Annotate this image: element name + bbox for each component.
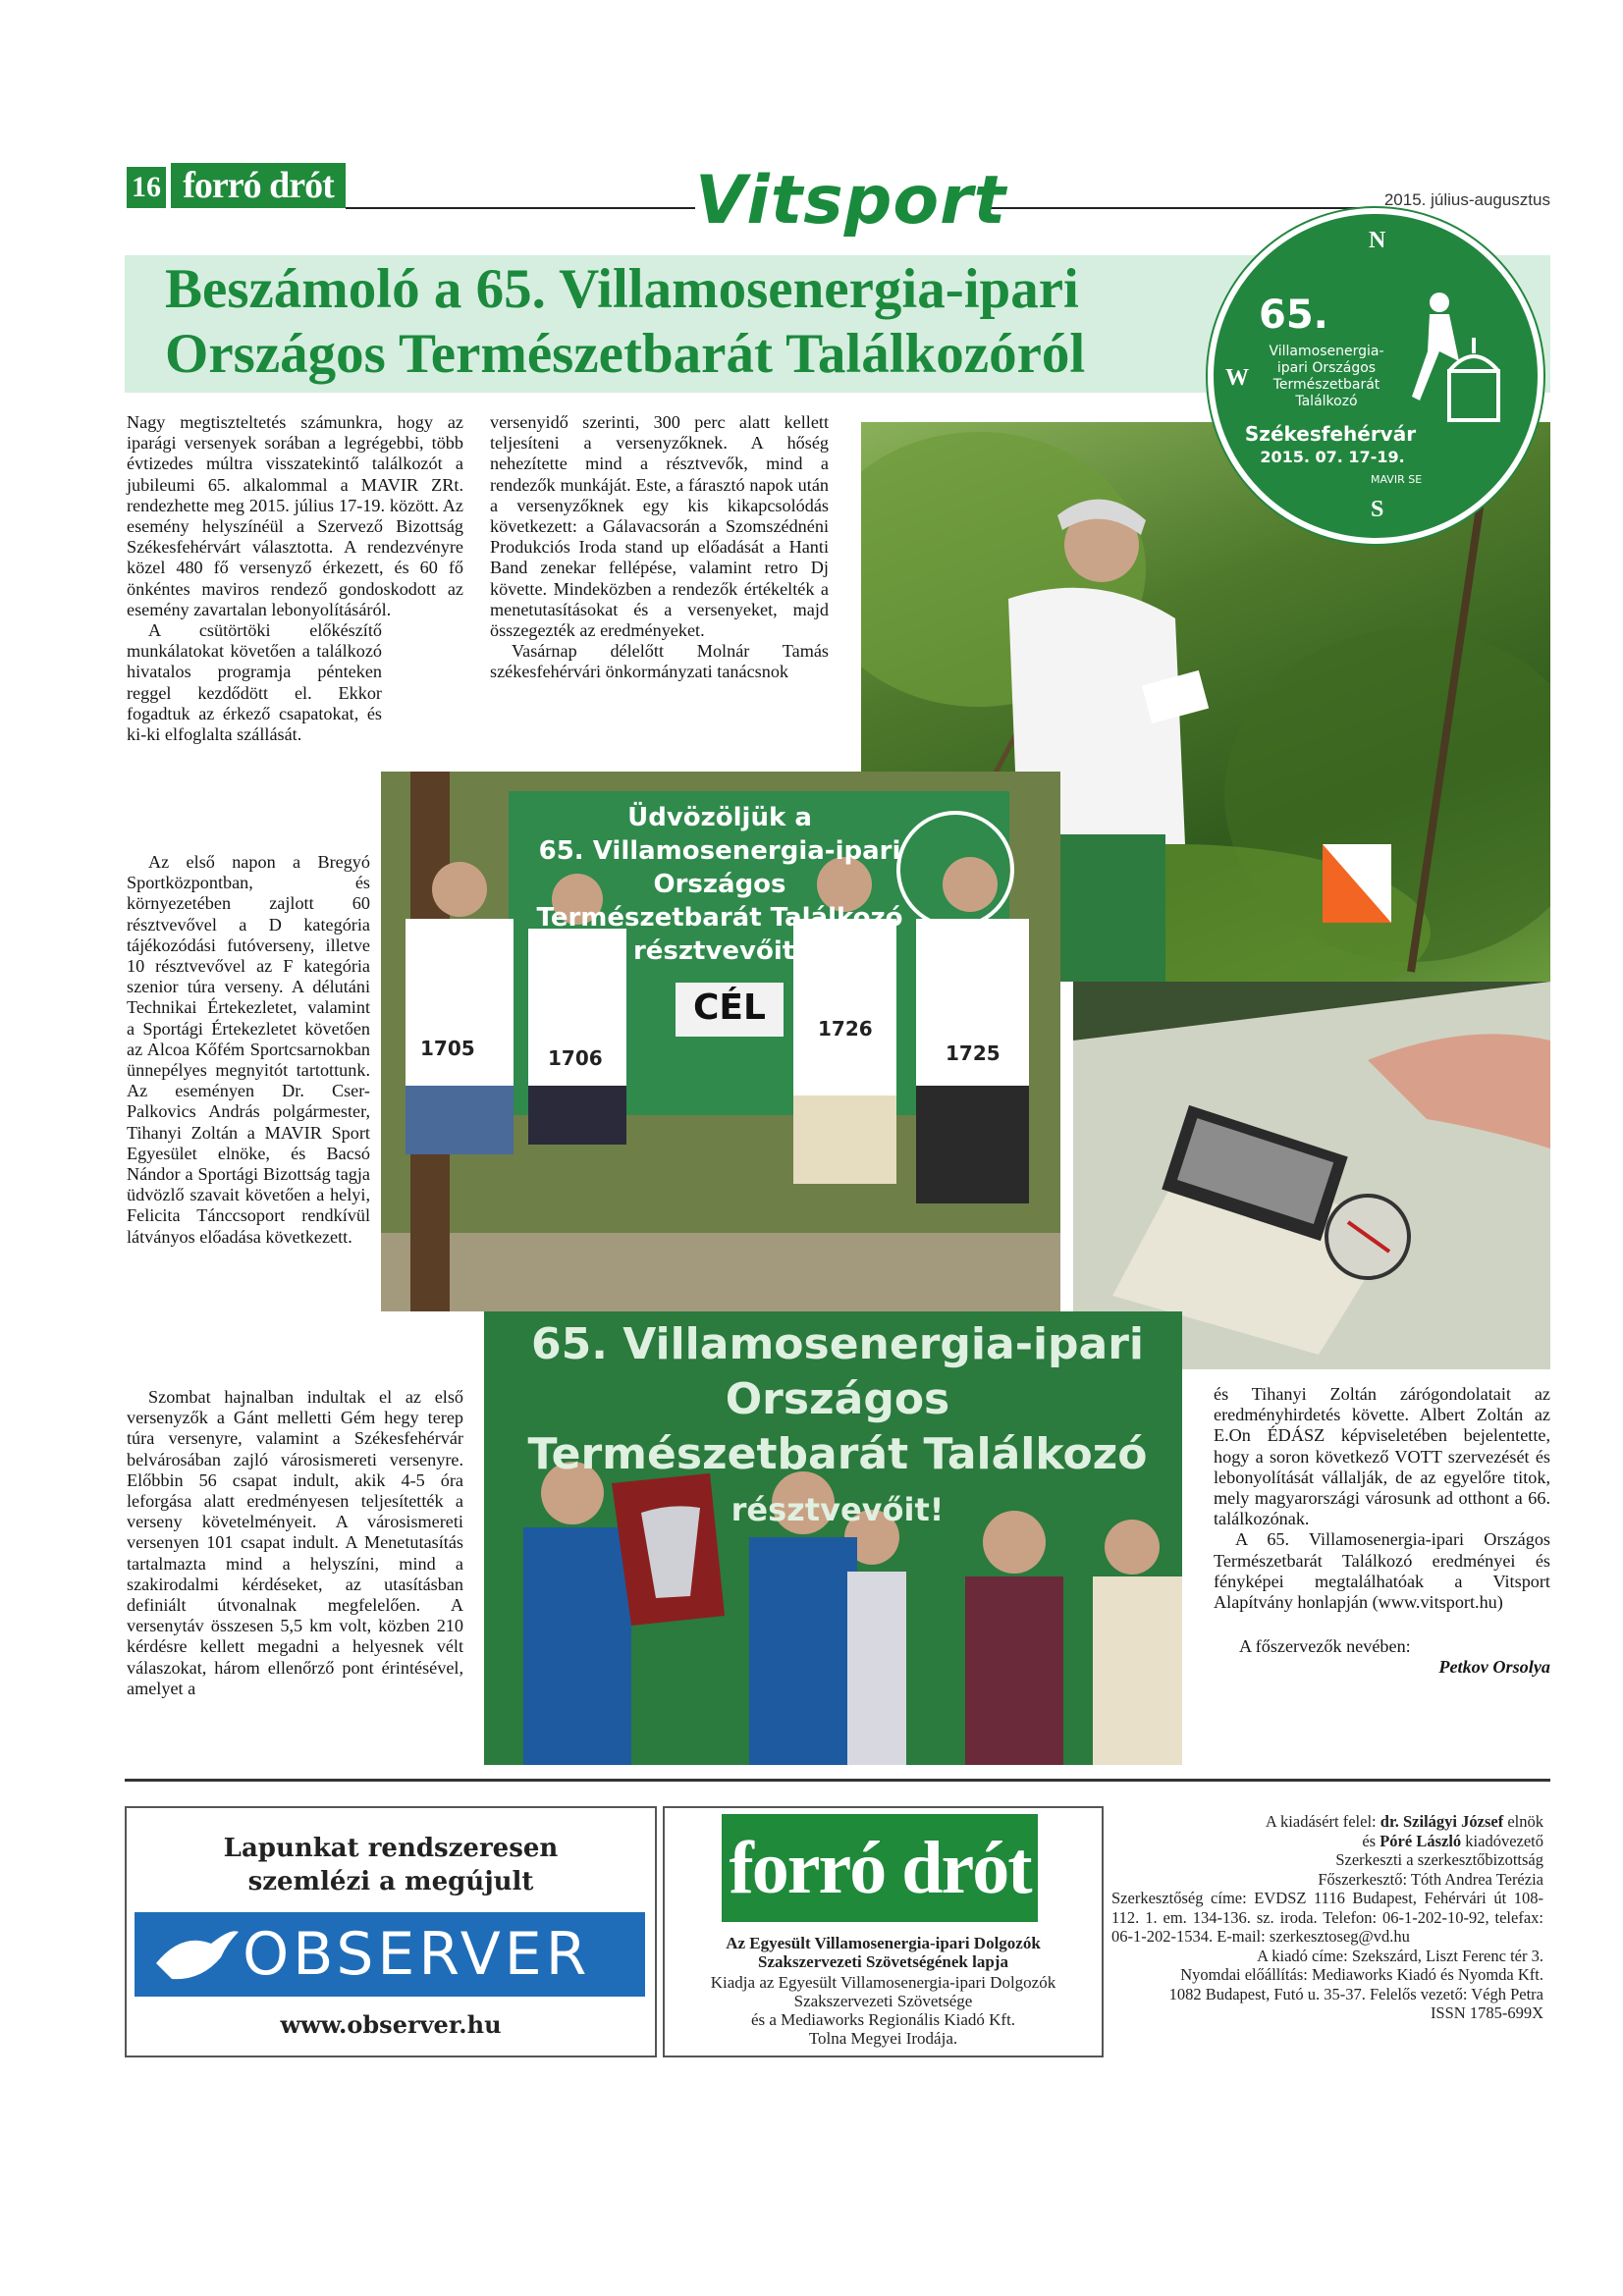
imprint-line6: A kiadó címe: Szekszárd, Liszt Ferenc tér 3. bbox=[1257, 1946, 1543, 1965]
col1-paragraph-2: A csütörtöki előkészítő munkálatokat követően a találkozó hivatalos programja pénteken reggel kezdődött el. Ekkor fogadtuk az érkező csapatokat, és ki-ki elfoglalta szállását. bbox=[127, 620, 382, 745]
col1-paragraph-4: Szombat hajnalban indultak el az első versenyzők a Gánt melletti Gém hegy terep túra versenyre, valamint a Székesfehérvár belvárosában zajló városismereti versenyre. Előbbin 56 csapat indult, akik 4-5 óra leforgása alatt eredményesen teljesítették a verseny követelményeit. A városismereti versenyen 101 csapat indult. A Menetutasítás tartalmazta mind a helyszíni, mind a szakirodalmi kérdéseket, az utasításban definiált útvonalnak megfelelően. A versenytáv összesen 5,5 km volt, közben 210 kérdésre kellett megadni a helyesnek vélt válaszokat, három ellenőrző pont érintésével, amelyet a bbox=[127, 1387, 463, 1698]
imprint-line2 bbox=[1111, 1832, 1543, 1851]
article-column-2 bbox=[490, 412, 829, 683]
photo-top-banner-line3: Országos bbox=[653, 870, 786, 899]
observer-ad bbox=[125, 1806, 657, 2057]
photo-top-banner-line1: Üdvözöljük a bbox=[627, 803, 812, 832]
photo-bottom-banner bbox=[523, 1317, 1152, 1537]
observer-ad-text bbox=[127, 1832, 655, 1898]
badge-dates: 2015. 07. 17-19. bbox=[1260, 448, 1405, 466]
footer-subtitle bbox=[665, 1934, 1102, 1971]
badge-org: MAVIR SE bbox=[1371, 473, 1423, 486]
imprint bbox=[1111, 1812, 1543, 2023]
col1-paragraph-1: Nagy megtiszteltetés számunkra, hogy az iparági versenyek sorában a legrégebbi, több évtizedes múltra visszatekintő találkozót a jubileumi 65. alkalommal a MAVIR ZRt. rendezhette meg 2015. július 17-19. között. Az esemény helyszínéül a Szervező Bizottság Székesfehérvárt választotta. A rendezvényre közel 480 fő versenyző érkezett, és 60 fő önkéntes maviros rendező gondoskodott az esemény zavartalan lebonyolításáról. bbox=[127, 412, 463, 619]
signoff: A főszervezők nevében: bbox=[1239, 1636, 1411, 1657]
imprint-manager-name: Póré László bbox=[1380, 1831, 1462, 1850]
finish-sign: CÉL bbox=[693, 988, 766, 1028]
badge-text-line4: Találkozó bbox=[1295, 394, 1358, 409]
badge-text-line2: ipari Országos bbox=[1276, 360, 1377, 376]
article-column-3 bbox=[1214, 1384, 1550, 1679]
imprint-manager-role: kiadóvezető bbox=[1461, 1831, 1543, 1850]
footer-publisher-line2: Szakszervezeti Szövetsége bbox=[793, 1992, 973, 2010]
hiker-cathedral-icon bbox=[1380, 283, 1508, 430]
photo-top-banner-line2: 65. Villamosenergia-ipari bbox=[538, 836, 901, 866]
photo-top-banner-line5: résztvevőit! bbox=[632, 936, 807, 966]
badge-text-line3: Természetbarát bbox=[1272, 377, 1380, 393]
imprint-publisher-label: A kiadásért felel: bbox=[1265, 1812, 1380, 1831]
footer-publisher-line4: Tolna Megyei Irodája. bbox=[808, 2029, 958, 2048]
bib-2: 1706 bbox=[548, 1046, 603, 1070]
observer-url: www.observer.hu bbox=[280, 2010, 502, 2039]
observer-logo-band bbox=[135, 1912, 645, 1997]
badge-number: 65. bbox=[1259, 293, 1328, 338]
col1-paragraph-3: Az első napon a Bregyó Sportközpontban, és környezetében zajlott 60 résztvevővel a D kategória tájékozódási futóverseny, illetve 10 résztvevővel az F kategória szenior túra verseny. A délutáni Technikai Értekezletet, valamint a Sportági Értekezletet követően az Alcoa Kőfém Sportcsarnokban ünnepélyes megnyitót tartottunk. Az eseményen Dr. Cser-Palkovics András polgármester, Tihanyi Zoltán a MAVIR Sport Egyesület elnöke, és Bacsó Nándor a Sportági Bizottság tagja üdvözlő szavait követően a helyi, Felicita Tánccsoport rendkívül látványos előadása következett. bbox=[127, 852, 370, 1247]
photo-bottom-banner-line2: Országos bbox=[725, 1374, 950, 1424]
footer-publisher-line1: Kiadja az Egyesült Villamosenergia-ipari Dolgozók bbox=[710, 1973, 1056, 1992]
footer-publisher-line3: és a Mediaworks Regionális Kiadó Kft. bbox=[750, 2010, 1016, 2029]
bird-icon bbox=[152, 1924, 241, 1985]
footer-subtitle-line1: Az Egyesült Villamosenergia-ipari Dolgozók bbox=[726, 1934, 1041, 1952]
photo-top-banner-line4: Természetbarát Találkozó bbox=[536, 903, 903, 933]
photo-award-ceremony bbox=[484, 1311, 1182, 1765]
imprint-publisher-role: elnök bbox=[1503, 1812, 1543, 1831]
article-column-1c bbox=[127, 1387, 463, 1699]
footer-subtitle-line2: Szakszervezeti Szövetségének lapja bbox=[758, 1952, 1008, 1971]
observer-ad-line2: szemlézi a megújult bbox=[247, 1867, 534, 1896]
imprint-line4: Főszerkesztő: Tóth Andrea Terézia bbox=[1318, 1869, 1543, 1889]
badge-text-line1: Villamosenergia- bbox=[1269, 344, 1384, 359]
photo-top-banner bbox=[509, 801, 931, 968]
imprint-line9: ISSN 1785-699X bbox=[1430, 2003, 1543, 2022]
paper-info-box bbox=[663, 1806, 1104, 2057]
article-column-1b bbox=[127, 852, 370, 1248]
bib-1: 1705 bbox=[420, 1037, 475, 1060]
footer-masthead: forró drót bbox=[722, 1814, 1038, 1922]
imprint-line1 bbox=[1111, 1812, 1543, 1832]
article-title-line1: Beszámoló a 65. Villamosenergia-ipari bbox=[165, 258, 1079, 320]
photo-group-finish bbox=[381, 772, 1060, 1311]
col2-paragraph-2: Vasárnap délelőtt Molnár Tamás székesfehérvári önkormányzati tanácsnok bbox=[490, 641, 829, 682]
photo-bottom-banner-line1: 65. Villamosenergia-ipari bbox=[530, 1319, 1145, 1369]
imprint-line3: Szerkeszti a szerkesztőbizottság bbox=[1335, 1850, 1543, 1869]
badge-north: N bbox=[1369, 228, 1386, 253]
article-title bbox=[165, 257, 1225, 387]
article-column-1 bbox=[127, 412, 463, 745]
badge-south: S bbox=[1371, 497, 1384, 522]
imprint-line7: Nyomdai előállítás: Mediaworks Kiadó és Nyomda Kft. bbox=[1180, 1965, 1543, 1984]
event-badge bbox=[1208, 208, 1543, 544]
vitsport-logo bbox=[695, 157, 1007, 245]
article-title-line2: Országos Természetbarát Találkozóról bbox=[165, 323, 1086, 385]
col2-paragraph-1: versenyidő szerinti, 300 perc alatt kellett teljesíteni a versenyzőknek. A hőség nehezítette mind a résztvevők, mind a rendezők munkáját. Este, a fárasztó napok után a versenyzőknek egy kis kikapcsolódás következett: a Gálavacsorán a Szomszédnéni Produkciós Iroda stand up előadását a Hanti Band zenekar fellépése, valamint retro Dj követte. Mindeközben a rendezők értékelték a menetutasításokat és a versenyeket, majd összegezték az eredményeket. bbox=[490, 412, 829, 641]
issue-date: 2015. július-augusztus bbox=[1379, 190, 1550, 210]
badge-west: W bbox=[1225, 365, 1249, 391]
imprint-and: és bbox=[1362, 1831, 1380, 1850]
imprint-line8: 1082 Budapest, Futó u. 35-37. Felelős vezető: Végh Petra bbox=[1168, 1984, 1543, 2003]
photo-bottom-banner-line3: Természetbarát Találkozó bbox=[527, 1429, 1148, 1479]
imprint-line5: Szerkesztőség címe: EVDSZ 1116 Budapest, Fehérvári út 108-112. 1. em. 134-136. sz. iroda. Telefon: 06-1-202-10-92, telefax: 06-1-202-1534. E-mail: szerkesztoseg@vd.hu bbox=[1111, 1889, 1543, 1946]
page-number: 16 bbox=[127, 167, 166, 208]
vitsport-logo-text: Vitsport bbox=[695, 162, 1007, 240]
author: Petkov Orsolya bbox=[1438, 1657, 1550, 1678]
bib-4: 1725 bbox=[946, 1041, 1001, 1065]
imprint-publisher-name: dr. Szilágyi József bbox=[1380, 1812, 1504, 1831]
masthead-logo: forró drót bbox=[171, 163, 346, 208]
observer-brand: OBSERVER bbox=[243, 1920, 591, 1989]
bib-3: 1726 bbox=[818, 1017, 873, 1041]
photo-bottom-banner-line4: résztvevőit! bbox=[730, 1491, 945, 1528]
col3-paragraph-1: és Tihanyi Zoltán zárógondolatait az eredményhirdetés követte. Albert Zoltán az E.On ÉDÁSZ képviseletében bejelentette, hogy a soron következő VOTT szervezését és lebonyolítását vállalják, de az egyelőre titok, mely magyarországi városunk ad otthont a 66. találkozónak. bbox=[1214, 1384, 1550, 1529]
footer-rule bbox=[125, 1779, 1550, 1782]
col3-paragraph-2: A 65. Villamosenergia-ipari Országos Természetbarát Találkozó eredményei és fényképei megtalálhatóak a Vitsport Alapítvány honlapján (www.vitsport.hu) bbox=[1214, 1529, 1550, 1613]
observer-ad-line1: Lapunkat rendszeresen bbox=[223, 1834, 559, 1863]
badge-city: Székesfehérvár bbox=[1244, 422, 1417, 446]
footer-publisher bbox=[665, 1973, 1102, 2048]
